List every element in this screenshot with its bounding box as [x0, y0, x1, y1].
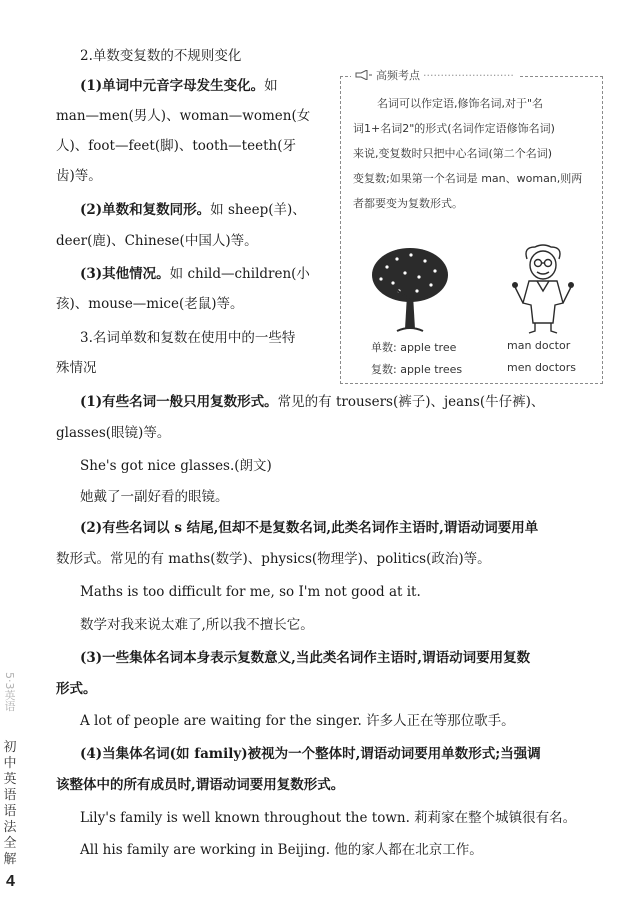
- rule-2-line: deer(鹿)、Chinese(中国人)等。: [56, 233, 258, 249]
- case-2-example-zh: 数学对我来说太难了,所以我不擅长它。: [80, 617, 314, 633]
- case-1-example-zh: 她戴了一副好看的眼镜。: [80, 489, 229, 505]
- rule-1: [80, 78, 278, 95]
- tip-line: 词1+名词2"的形式(名词作定语修饰名词): [353, 122, 555, 135]
- case-1-line: glasses(眼镜)等。: [56, 425, 171, 441]
- section3-heading: 3.名词单数和复数在使用中的一些特: [80, 330, 296, 346]
- megaphone-icon: [355, 70, 373, 80]
- case-2-title: (2)有些名词以 s 结尾,但却不是复数名词,此类名词作主语时,谓语动词要用单: [80, 520, 539, 536]
- book-title-vertical: 初中英语语法全解: [3, 740, 17, 867]
- case-3-example: A lot of people are waiting for the singer. 许多人正在等那位歌手。: [80, 713, 515, 729]
- case-1-title: (1)有些名词一般只用复数形式。: [80, 394, 278, 410]
- case-3-title: (3)一些集体名词本身表示复数意义,当此类名词作主语时,谓语动词要用复数: [80, 650, 531, 666]
- plural-example: 复数: apple trees: [371, 363, 463, 376]
- page-number: 4: [6, 873, 15, 890]
- tip-header-label: 高频考点: [376, 69, 420, 82]
- series-brand: 5·3英语: [3, 672, 16, 712]
- rule-2: [80, 202, 306, 219]
- doctor-illustration: [509, 243, 577, 335]
- singular-example-right: man doctor: [507, 339, 571, 352]
- tip-box: [340, 68, 603, 384]
- case-4-example-2: All his family are working in Beijing. 他的家人都在北京工作。: [80, 842, 483, 858]
- tip-line: 名词可以作定语,修饰名词,对于"名: [377, 97, 544, 110]
- tip-line: 变复数;如果第一个名词是 man、woman,则两: [353, 172, 583, 185]
- rule-3-title: (3)其他情况。: [80, 266, 170, 282]
- case-4-title-cont: 该整体中的所有成员时,谓语动词要用复数形式。: [56, 777, 345, 793]
- rule-3: [80, 266, 310, 283]
- rule-3-text: 如 child—children(小: [169, 266, 310, 282]
- rule-1-title: (1)单词中元音字母发生变化。: [80, 78, 265, 94]
- tip-header-dots: ··························: [423, 68, 514, 82]
- rule-3-line: 孩)、mouse—mice(老鼠)等。: [56, 296, 244, 312]
- rule-2-title: (2)单数和复数同形。: [80, 202, 211, 218]
- rule-2-text: 如 sheep(羊)、: [210, 202, 306, 218]
- tip-line: 来说,变复数时只把中心名词(第二个名词): [353, 147, 553, 160]
- rule-1-line: man—men(男人)、woman—women(女: [56, 108, 311, 124]
- case-1-example-en: She's got nice glasses.(朗文): [80, 458, 272, 474]
- section3-heading-cont: 殊情况: [56, 360, 97, 376]
- case-1-text: 常见的有 trousers(裤子)、jeans(牛仔裤)、: [277, 394, 545, 410]
- case-4-title: (4)当集体名词(如 family)被视为一个整体时,谓语动词要用单数形式;当强调: [80, 746, 541, 762]
- tip-header: [351, 67, 518, 83]
- section2-heading: 2.单数变复数的不规则变化: [80, 48, 242, 64]
- tip-line: 者都要变为复数形式。: [353, 197, 463, 210]
- case-1: [80, 394, 544, 411]
- singular-example: 单数: apple tree: [371, 341, 457, 354]
- case-4-example-1: Lily's family is well known throughout the town. 莉莉家在整个城镇很有名。: [80, 810, 577, 826]
- rule-1-line: 人)、foot—feet(脚)、tooth—teeth(牙: [56, 138, 296, 154]
- plural-example-right: men doctors: [507, 361, 577, 374]
- apple-tree-illustration: [367, 245, 453, 335]
- case-2-example-en: Maths is too difficult for me, so I'm not good at it.: [80, 584, 421, 600]
- case-2-line: 数形式。常见的有 maths(数学)、physics(物理学)、politics(政治)等。: [56, 551, 491, 567]
- case-3-title-cont: 形式。: [56, 681, 97, 697]
- rule-1-line: 齿)等。: [56, 168, 102, 184]
- rule-1-text: 如: [264, 78, 278, 94]
